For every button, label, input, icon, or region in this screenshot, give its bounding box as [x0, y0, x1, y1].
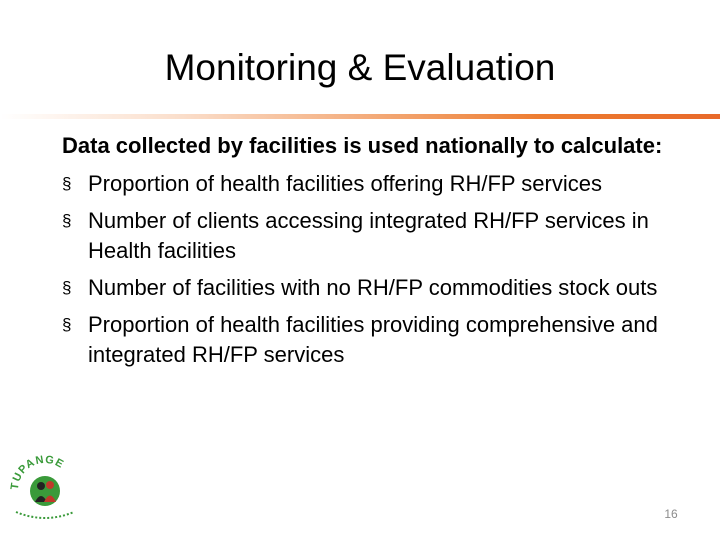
list-item: [62, 169, 707, 199]
list-item: [62, 206, 707, 266]
bullet-icon: §: [62, 278, 72, 297]
bullet-text: Proportion of health facilities providing comprehensive and integrated RH/FP services: [88, 312, 658, 367]
bullet-icon: §: [62, 315, 72, 334]
bullet-list: [62, 169, 707, 370]
slide-title: Monitoring & Evaluation: [164, 47, 556, 88]
bullet-text: Number of facilities with no RH/FP commodities stock outs: [88, 275, 658, 300]
logo-wordmark: TUPANGE: [8, 453, 67, 491]
tupange-logo: [8, 440, 80, 526]
lead-text: Data collected by facilities is used nationally to calculate:: [62, 133, 663, 158]
list-item: [62, 273, 707, 303]
slide-body: [62, 131, 707, 377]
bullet-text: Proportion of health facilities offering RH/FP services: [88, 171, 602, 196]
logo-figure-head: [46, 481, 54, 489]
logo-figure-head: [37, 482, 45, 490]
title-divider: [0, 114, 720, 119]
bullet-icon: §: [62, 174, 72, 193]
bullet-icon: §: [62, 211, 72, 230]
logo-tagline-decoration: [16, 512, 74, 518]
bullet-text: Number of clients accessing integrated RH/FP services in Health facilities: [88, 208, 649, 263]
list-item: [62, 310, 707, 370]
page-number: 16: [664, 507, 678, 521]
